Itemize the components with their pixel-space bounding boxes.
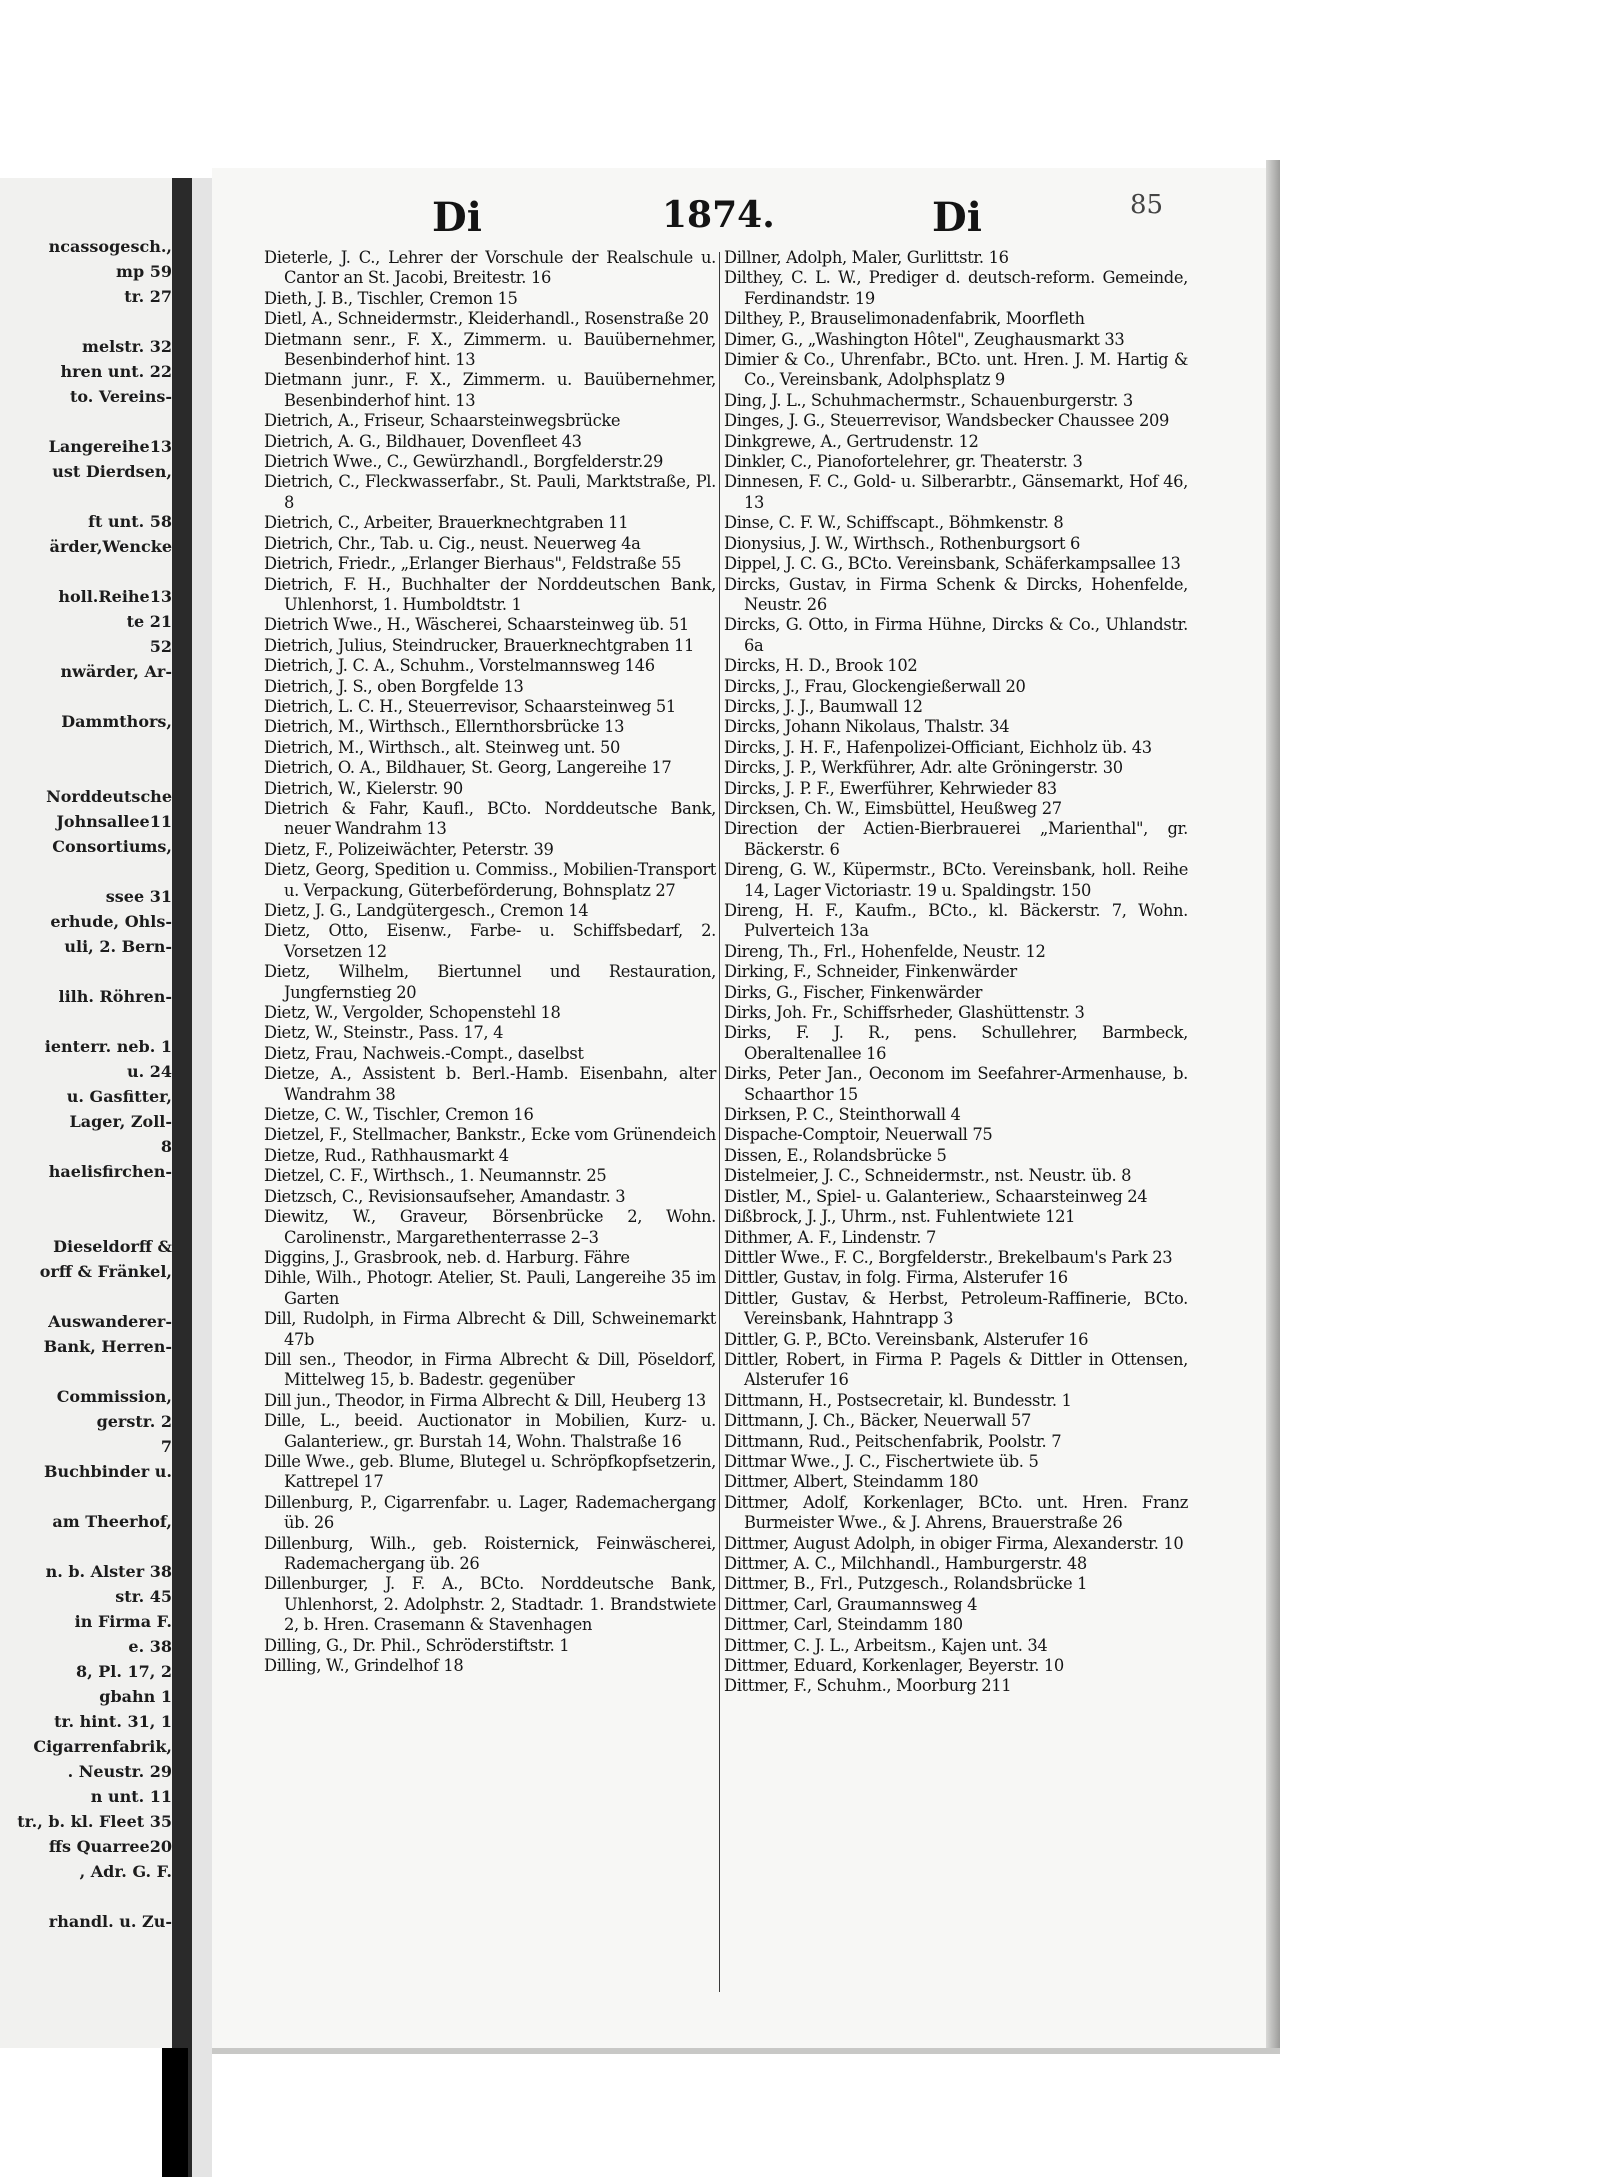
directory-entry: Dircks, Gustav, in Firma Schenk & Dircks, Hohenfelde, Neustr. 26 (724, 574, 1188, 614)
facing-page-line (0, 959, 180, 984)
facing-page-line: Consortiums, (52, 837, 172, 856)
facing-page-line: 7 (160, 1437, 172, 1456)
directory-entry: Dietzsch, C., Revisionsaufseher, Amandastr. 3 (264, 1186, 626, 1206)
facing-page-line: ft unt. 58 (88, 512, 172, 531)
directory-entry: Dietl, A., Schneidermstr., Kleiderhandl., Rosenstraße 20 (264, 309, 709, 329)
directory-entry: Dinnesen, F. C., Gold- u. Silberarbtr., Gänsemarkt, Hof 46, 13 (724, 472, 1188, 512)
directory-entry: Diggins, J., Grasbrook, neb. d. Harburg. Fähre (264, 1247, 630, 1267)
directory-entry: Direng, G. W., Küpermstr., BCto. Vereinsbank, holl. Reihe 14, Lager Victoriastr. 19 u. Spaldingstr. 150 (724, 860, 1188, 900)
directory-entry: Ding, J. L., Schuhmachermstr., Schauenburgerstr. 3 (724, 390, 1133, 410)
directory-entry: Dinse, C. F. W., Schiffscapt., Böhmkenstr. 8 (724, 513, 1064, 533)
directory-entry: Dille Wwe., geb. Blume, Blutegel u. Schröpfkopfsetzerin, Kattrepel 17 (264, 1451, 716, 1492)
facing-page-line: in Firma F. (74, 1612, 172, 1631)
facing-page-line: Lager, Zoll- (69, 1112, 172, 1131)
directory-entry: Dietz, Otto, Eisenw., Farbe- u. Schiffsbedarf, 2. Vorsetzen 12 (264, 921, 716, 961)
directory-entry: Dittler, Robert, in Firma P. Pagels & Dittler in Ottensen, Alsterufer 16 (724, 1349, 1188, 1390)
directory-entry: Dirks, G., Fischer, Finkenwärder (724, 982, 983, 1002)
facing-page-line: ncassogesch., (48, 237, 172, 256)
facing-page-line: 8, Pl. 17, 2 (75, 1662, 172, 1681)
facing-page-line: holl.Reihe13 (58, 587, 172, 606)
scan-frame-bar (162, 2048, 188, 2177)
directory-entry: Dittler, Gustav, in folg. Firma, Alsterufer 16 (724, 1268, 1068, 1288)
directory-entry: Dircks, G. Otto, in Firma Hühne, Dircks & Co., Uhlandstr. 6a (724, 615, 1188, 655)
directory-entry: Dirks, Joh. Fr., Schiffsrheder, Glashüttenstr. 3 (724, 1003, 1085, 1023)
facing-page-line: e. 38 (128, 1637, 172, 1656)
directory-entry: Dirks, F. J. R., pens. Schullehrer, Barmbeck, Oberaltenallee 16 (724, 1023, 1188, 1063)
facing-page-line: haelisfirchen- (48, 1162, 172, 1181)
directory-entry: Dittmer, A. C., Milchhandl., Hamburgerstr. 48 (724, 1554, 1087, 1573)
directory-entry: Dillenburger, J. F. A., BCto. Norddeutsche Bank, Uhlenhorst, 2. Adolphstr. 2, Stadtadr. 1. Brandstwiete 2, b. Hren. Crasemann & Stavenhagen (264, 1574, 716, 1635)
directory-entry: Dietrich, M., Wirthsch., Ellernthorsbrücke 13 (264, 717, 625, 737)
page-edge-shadow (1266, 160, 1280, 2048)
directory-entry: Dietrich, A., Friseur, Schaarsteinwegsbrücke (264, 411, 621, 431)
directory-entry: Dietmann junr., F. X., Zimmerm. u. Bauübernehmer, Besenbinderhof hint. 13 (264, 370, 716, 410)
directory-entry: Dirking, F., Schneider, Finkenwärder (724, 962, 1017, 982)
directory-entry: Dietrich Wwe., C., Gewürzhandl., Borgfelderstr.29 (264, 452, 664, 472)
facing-page-line: u. 24 (126, 1062, 172, 1081)
facing-page-line: melstr. 32 (82, 337, 172, 356)
facing-page-line (0, 859, 180, 884)
directory-entry: Dietrich, O. A., Bildhauer, St. Georg, Langereihe 17 (264, 758, 672, 778)
facing-page-line (0, 684, 180, 709)
directory-entry: Dietrich & Fahr, Kaufl., BCto. Norddeutsche Bank, neuer Wandrahm 13 (264, 798, 716, 839)
directory-entry: Dietze, Rud., Rathhausmarkt 4 (264, 1145, 509, 1165)
directory-entry: Dinkler, C., Pianofortelehrer, gr. Theaterstr. 3 (724, 452, 1083, 472)
directory-entry: Dietz, W., Steinstr., Pass. 17, 4 (264, 1023, 504, 1043)
facing-page-line: Norddeutsche (46, 787, 172, 806)
directory-entry: Dittmer, Carl, Graumannsweg 4 (724, 1594, 978, 1614)
facing-page-line (0, 484, 180, 509)
facing-page-line (0, 559, 180, 584)
facing-page-line: Auswanderer- (48, 1312, 172, 1331)
directory-entry: Direng, H. F., Kaufm., BCto., kl. Bäckerstr. 7, Wohn. Pulverteich 13a (724, 901, 1188, 941)
directory-entry: Dietrich, F. H., Buchhalter der Norddeutschen Bank, Uhlenhorst, 1. Humboldtstr. 1 (264, 574, 716, 614)
facing-page-line: Commission, (56, 1387, 172, 1406)
facing-page-line (0, 1209, 180, 1234)
facing-page-line: orff & Fränkel, (39, 1262, 172, 1281)
directory-entry: Dilthey, P., Brauselimonadenfabrik, Moorfleth (724, 309, 1085, 329)
directory-entry: Dircks, J. P., Werkführer, Adr. alte Gröningerstr. 30 (724, 758, 1123, 778)
facing-page-line: gerstr. 2 (96, 1412, 172, 1431)
directory-entry: Dittmer, Albert, Steindamm 180 (724, 1472, 979, 1492)
directory-entry: Dittmer, Carl, Steindamm 180 (724, 1615, 963, 1635)
page-bottom-edge (212, 2048, 1280, 2054)
directory-entry: Dietz, J. G., Landgütergesch., Cremon 14 (264, 901, 589, 920)
directory-entry: Dittmar Wwe., J. C., Fischertwiete üb. 5 (724, 1451, 1039, 1471)
page-header (232, 190, 1182, 242)
directory-entry: Dietrich, C., Arbeiter, Brauerknechtgraben 11 (264, 513, 629, 533)
page-number: 85 (1130, 190, 1164, 220)
directory-entry: Dilthey, C. L. W., Prediger d. deutsch-reform. Gemeinde, Ferdinandstr. 19 (724, 268, 1188, 308)
facing-page-line: 8 (160, 1137, 172, 1156)
directory-entry: Dircks, J. P. F., Ewerführer, Kehrwieder 83 (724, 778, 1057, 798)
book-gutter (192, 178, 212, 2177)
facing-page-line: mp 59 (116, 262, 172, 281)
directory-entry: Dittmer, B., Frl., Putzgesch., Rolandsbrücke 1 (724, 1574, 1088, 1594)
directory-entry: Dietrich, A. G., Bildhauer, Dovenfleet 43 (264, 431, 582, 451)
facing-page-line: Dammthors, (61, 712, 172, 731)
directory-entry: Dietrich, Friedr., „Erlanger Bierhaus", Feldstraße 55 (264, 554, 682, 574)
book-spine-shadow (172, 178, 192, 2177)
directory-entry: Dionysius, J. W., Wirthsch., Rothenburgsort 6 (724, 533, 1081, 553)
column-divider (719, 252, 720, 1992)
directory-entry: Dithmer, A. F., Lindenstr. 7 (724, 1227, 936, 1247)
facing-page-line: ust Dierdsen, (52, 462, 172, 481)
directory-entry: Distler, M., Spiel- u. Galanteriew., Schaarsteinweg 24 (724, 1186, 1148, 1206)
facing-page-line: ienterr. neb. 1 (44, 1037, 172, 1056)
directory-entry: Dittmer, F., Schuhm., Moorburg 211 (724, 1676, 1012, 1696)
directory-entry: Dilling, W., Grindelhof 18 (264, 1656, 464, 1676)
facing-page-line (0, 1009, 180, 1034)
directory-entry: Dieth, J. B., Tischler, Cremon 15 (264, 288, 518, 308)
facing-page-line: nwärder, Ar- (60, 662, 172, 681)
facing-page-line (0, 1884, 180, 1909)
directory-entry: Dietrich, W., Kielerstr. 90 (264, 778, 463, 798)
directory-entry: Distelmeier, J. C., Schneidermstr., nst. Neustr. üb. 8 (724, 1166, 1132, 1186)
directory-entry: Dittmann, J. Ch., Bäcker, Neuerwall 57 (724, 1411, 1031, 1431)
directory-entry: Dilling, G., Dr. Phil., Schröderstiftstr. 1 (264, 1635, 570, 1655)
directory-entry: Dircks, J. H. F., Hafenpolizei-Officiant, Eichholz üb. 43 (724, 737, 1152, 757)
directory-entry: Dinkgrewe, A., Gertrudenstr. 12 (724, 431, 979, 451)
facing-page-line: ssee 31 (105, 887, 172, 906)
facing-page-line: 52 (149, 637, 172, 656)
directory-entry: Dirks, Peter Jan., Oeconom im Seefahrer-Armenhause, b. Schaarthor 15 (724, 1064, 1188, 1104)
facing-page-line: am Theerhof, (52, 1512, 172, 1531)
directory-entry: Dietz, W., Vergolder, Schopenstehl 18 (264, 1003, 561, 1023)
directory-entry: Dittler, G. P., BCto. Vereinsbank, Alsterufer 16 (724, 1329, 1089, 1349)
directory-entry: Dietrich, L. C. H., Steuerrevisor, Schaarsteinweg 51 (264, 696, 676, 716)
directory-entry: Dietrich, J. C. A., Schuhm., Vorstelmannsweg 146 (264, 656, 655, 676)
facing-page-line: hren unt. 22 (60, 362, 172, 381)
facing-page-line: to. Vereins- (69, 387, 172, 406)
directory-entry: Dietze, C. W., Tischler, Cremon 16 (264, 1105, 534, 1125)
facing-page-line (0, 1359, 180, 1384)
directory-entry: Dittmann, H., Postsecretair, kl. Bundesstr. 1 (724, 1390, 1072, 1410)
facing-page-line (0, 1184, 180, 1209)
directory-entry: Dietrich, Julius, Steindrucker, Brauerknechtgraben 11 (264, 635, 694, 655)
directory-entry: Dietmann senr., F. X., Zimmerm. u. Bauübernehmer, Besenbinderhof hint. 13 (264, 329, 716, 370)
facing-page-line (0, 409, 180, 434)
facing-page-line (0, 759, 180, 784)
facing-page-line (0, 1534, 180, 1559)
facing-page-line: rhandl. u. Zu- (48, 1912, 172, 1931)
facing-page-line: te 21 (126, 612, 172, 631)
directory-entry: Dittmer, C. J. L., Arbeitsm., Kajen unt. 34 (724, 1635, 1048, 1655)
facing-page-fragment (0, 178, 180, 2048)
directory-entry: Dittmer, Eduard, Korkenlager, Beyerstr. 10 (724, 1656, 1064, 1676)
directory-entry: Dietz, Georg, Spedition u. Commiss., Mobilien-Transport u. Verpackung, Güterbeförderung, Bohnsplatz 27 (264, 860, 716, 900)
directory-entry: Dietzel, F., Stellmacher, Bankstr., Ecke vom Grünendeich (264, 1125, 716, 1145)
right-column-entries (724, 248, 1188, 1697)
facing-page-line: Cigarrenfabrik, (33, 1737, 172, 1756)
directory-entry: Dietrich, M., Wirthsch., alt. Steinweg unt. 50 (264, 737, 621, 757)
directory-entry: Dittler, Gustav, & Herbst, Petroleum-Raffinerie, BCto. Vereinsbank, Hahntrapp 3 (724, 1288, 1188, 1329)
facing-page-line: Langereihe13 (48, 437, 172, 456)
directory-entry: Dittler Wwe., F. C., Borgfelderstr., Brekelbaum's Park 23 (724, 1247, 1173, 1267)
facing-page-line: tr. 27 (124, 287, 172, 306)
directory-entry: Dimer, G., „Washington Hôtel", Zeughausmarkt 33 (724, 329, 1125, 349)
facing-page-line: gbahn 1 (99, 1687, 172, 1706)
directory-entry: Dietz, Wilhelm, Biertunnel und Restauration, Jungfernstieg 20 (264, 962, 716, 1002)
directory-entry: Dillenburg, P., Cigarrenfabr. u. Lager, Rademachergang üb. 26 (264, 1492, 716, 1533)
directory-entry: Dißbrock, J. J., Uhrm., nst. Fuhlentwiete 121 (724, 1207, 1076, 1227)
header-year: 1874. (662, 194, 775, 236)
directory-entry: Dille, L., beeid. Auctionator in Mobilien, Kurz- u. Galanteriew., gr. Burstah 14, Wohn. Thalstraße 16 (264, 1411, 716, 1451)
facing-page-line: erhude, Ohls- (50, 912, 172, 931)
directory-entry: Dill sen., Theodor, in Firma Albrecht & Dill, Pöseldorf, Mittelweg 15, b. Badestr. gegenüber (264, 1349, 716, 1390)
facing-page-line: ärder,Wencke (49, 537, 172, 556)
directory-entry: Dihle, Wilh., Photogr. Atelier, St. Pauli, Langereihe 35 im Garten (264, 1268, 716, 1308)
directory-entry: Dietrich Wwe., H., Wäscherei, Schaarsteinweg üb. 51 (264, 615, 689, 635)
directory-entry: Dinges, J. G., Steuerrevisor, Wandsbecker Chaussee 209 (724, 411, 1170, 431)
directory-entry: Dillner, Adolph, Maler, Gurlittstr. 16 (724, 248, 1009, 267)
directory-entry: Dirksen, P. C., Steinthorwall 4 (724, 1105, 961, 1125)
facing-page-line: tr., b. kl. Fleet 35 (17, 1812, 172, 1831)
directory-entry: Dittmann, Rud., Peitschenfabrik, Poolstr. 7 (724, 1431, 1062, 1451)
directory-entry: Dircks, J., Frau, Glockengießerwall 20 (724, 676, 1026, 696)
directory-entry: Dillenburg, Wilh., geb. Roisternick, Feinwäscherei, Rademachergang üb. 26 (264, 1533, 716, 1573)
directory-entry: Direng, Th., Frl., Hohenfelde, Neustr. 12 (724, 941, 1046, 961)
facing-page-line (0, 309, 180, 334)
directory-entry: Dietrich, Chr., Tab. u. Cig., neust. Neuerweg 4a (264, 533, 641, 553)
facing-page-line: tr. hint. 31, 1 (54, 1712, 172, 1731)
directory-entry: Dircks, J. J., Baumwall 12 (724, 696, 923, 716)
directory-entry: Dietrich, C., Fleckwasserfabr., St. Pauli, Marktstraße, Pl. 8 (264, 472, 716, 512)
facing-page-line: n unt. 11 (90, 1787, 172, 1806)
directory-entry: Dittmer, August Adolph, in obiger Firma, Alexanderstr. 10 (724, 1533, 1184, 1553)
directory-entry: Dill, Rudolph, in Firma Albrecht & Dill, Schweinemarkt 47b (264, 1309, 716, 1349)
directory-entry: Dill jun., Theodor, in Firma Albrecht & Dill, Heuberg 13 (264, 1390, 706, 1410)
facing-page-line: u. Gasfitter, (66, 1087, 172, 1106)
directory-entry: Dietz, F., Polizeiwächter, Peterstr. 39 (264, 839, 554, 859)
facing-page-line: Bank, Herren- (43, 1337, 172, 1356)
left-column-entries (264, 248, 716, 1676)
directory-entry: Dippel, J. C. G., BCto. Vereinsbank, Schäferkampsallee 13 (724, 554, 1181, 574)
facing-page-text (0, 234, 180, 1934)
header-left-key: Di (432, 194, 482, 241)
directory-entry: Dircks, H. D., Brook 102 (724, 656, 918, 676)
directory-entry: Dircksen, Ch. W., Eimsbüttel, Heußweg 27 (724, 798, 1062, 818)
directory-entry: Dietzel, C. F., Wirthsch., 1. Neumannstr. 25 (264, 1166, 607, 1186)
directory-entry: Dietz, Frau, Nachweis.-Compt., daselbst (264, 1043, 584, 1063)
facing-page-line: Buchbinder u. (44, 1462, 172, 1481)
facing-page-line: . Neustr. 29 (67, 1762, 172, 1781)
directory-entry: Diewitz, W., Graveur, Börsenbrücke 2, Wohn. Carolinenstr., Margarethenterrasse 2–3 (264, 1207, 716, 1247)
facing-page-line: str. 45 (115, 1587, 172, 1606)
facing-page-line (0, 1484, 180, 1509)
facing-page-line: Johnsallee11 (56, 812, 172, 831)
directory-entry: Dissen, E., Rolandsbrücke 5 (724, 1145, 947, 1165)
directory-entry: Direction der Actien-Bierbrauerei „Marienthal", gr. Bäckerstr. 6 (724, 819, 1188, 859)
directory-entry: Dircks, Johann Nikolaus, Thalstr. 34 (724, 717, 1010, 737)
facing-page-line: lilh. Röhren- (58, 987, 172, 1006)
directory-entry: Dittmer, Adolf, Korkenlager, BCto. unt. Hren. Franz Burmeister Wwe., & J. Ahrens, Brauerstraße 26 (724, 1492, 1188, 1533)
directory-entry: Dieterle, J. C., Lehrer der Vorschule der Realschule u. Cantor an St. Jacobi, Breitestr. 16 (264, 248, 716, 288)
directory-entry: Dietze, A., Assistent b. Berl.-Hamb. Eisenbahn, alter Wandrahm 38 (264, 1064, 716, 1104)
facing-page-line: n. b. Alster 38 (45, 1562, 172, 1581)
directory-entry: Dispache-Comptoir, Neuerwall 75 (724, 1125, 993, 1145)
directory-entry: Dimier & Co., Uhrenfabr., BCto. unt. Hren. J. M. Hartig & Co., Vereinsbank, Adolphsplatz 9 (724, 350, 1188, 390)
facing-page-line (0, 734, 180, 759)
facing-page-line (0, 1284, 180, 1309)
facing-page-line: uli, 2. Bern- (64, 937, 172, 956)
header-right-key: Di (932, 194, 982, 241)
facing-page-line: Dieseldorff & (53, 1237, 172, 1256)
directory-entry: Dietrich, J. S., oben Borgfelde 13 (264, 676, 524, 696)
facing-page-line: ffs Quarree20 (48, 1837, 172, 1856)
facing-page-line: , Adr. G. F. (79, 1862, 172, 1881)
